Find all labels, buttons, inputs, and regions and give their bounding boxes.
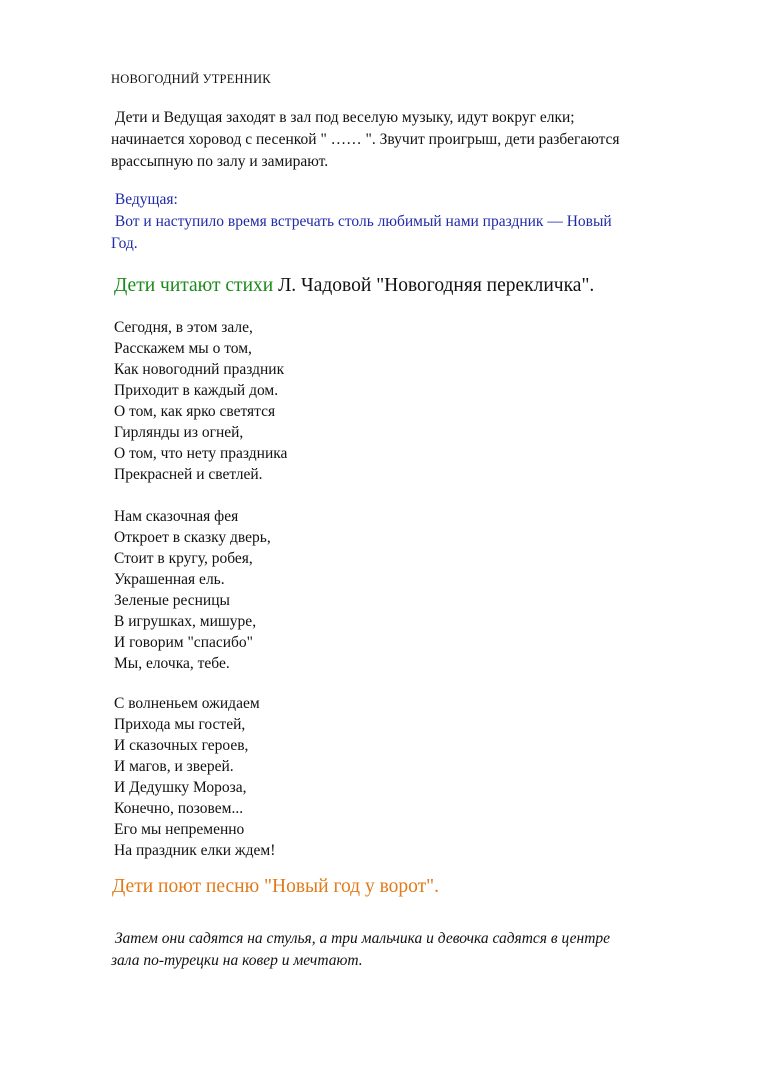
host-speaker-label: Ведущая: xyxy=(111,191,178,208)
poem-line: О том, как ярко светятся xyxy=(114,403,276,420)
poem-line: И Дедушку Мороза, xyxy=(114,779,247,796)
poem-line: Нам сказочная фея xyxy=(114,508,239,525)
intro-paragraph xyxy=(111,107,721,173)
poem-line: Расскажем мы о том, xyxy=(114,340,252,357)
poem-line: Мы, елочка, тебе. xyxy=(114,655,230,672)
intro-line: Дети и Ведущая заходят в зал под веселую музыку, идут вокруг елки; xyxy=(111,109,575,126)
poem-line: Гирлянды из огней, xyxy=(114,424,244,441)
poem-heading-source: Л. Чадовой "Новогодняя перекличка". xyxy=(273,275,595,296)
stage-direction xyxy=(111,928,721,972)
stage-direction-line: зала по-турецки на ковер и мечтают. xyxy=(111,952,363,969)
poem-line: Прихода мы гостей, xyxy=(114,716,246,733)
poem-line: И сказочных героев, xyxy=(114,737,249,754)
poem-line: В игрушках, мишуре, xyxy=(114,613,257,630)
poem-line: С волненьем ожидаем xyxy=(114,695,260,712)
poem-heading-action: Дети читают стихи xyxy=(114,275,274,296)
poem-line: Стоит в кругу, робея, xyxy=(114,550,253,567)
poem-line: Сегодня, в этом зале, xyxy=(114,319,253,336)
song-heading: Дети поют песню "Новый год у ворот". xyxy=(112,876,439,897)
poem-stanza-3 xyxy=(114,693,275,861)
poem-stanza-1 xyxy=(114,317,287,485)
poem-line: И говорим "спасибо" xyxy=(114,634,254,651)
host-line: Год. xyxy=(111,235,138,252)
poem-line: Его мы непременно xyxy=(114,821,245,838)
host-speech xyxy=(111,189,721,255)
poem-line: Зеленые ресницы xyxy=(114,592,230,609)
stage-direction-line: Затем они садятся на стулья, а три мальчика и девочка садятся в центре xyxy=(111,930,611,947)
poem-line: Украшенная ель. xyxy=(114,571,225,588)
poem-line: И магов, и зверей. xyxy=(114,758,234,775)
poem-line: Приходит в каждый дом. xyxy=(114,382,279,399)
document-title: НОВОГОДНИЙ УТРЕННИК xyxy=(111,72,271,86)
poem-line: Как новогодний праздник xyxy=(114,361,285,378)
intro-line: врассыпную по залу и замирают. xyxy=(111,153,329,170)
poem-line: Прекрасней и светлей. xyxy=(114,466,263,483)
poem-line: Конечно, позовем... xyxy=(114,800,244,817)
host-line: Вот и наступило время встречать столь любимый нами праздник — Новый xyxy=(111,213,612,230)
poem-line: Откроет в сказку дверь, xyxy=(114,529,271,546)
intro-line: начинается хоровод с песенкой " …… ". Звучит проигрыш, дети разбегаются xyxy=(111,131,620,148)
poem-line: На праздник елки ждем! xyxy=(114,842,276,859)
poem-line: О том, что нету праздника xyxy=(114,445,288,462)
poem-stanza-2 xyxy=(114,506,271,674)
poem-heading xyxy=(114,275,594,297)
